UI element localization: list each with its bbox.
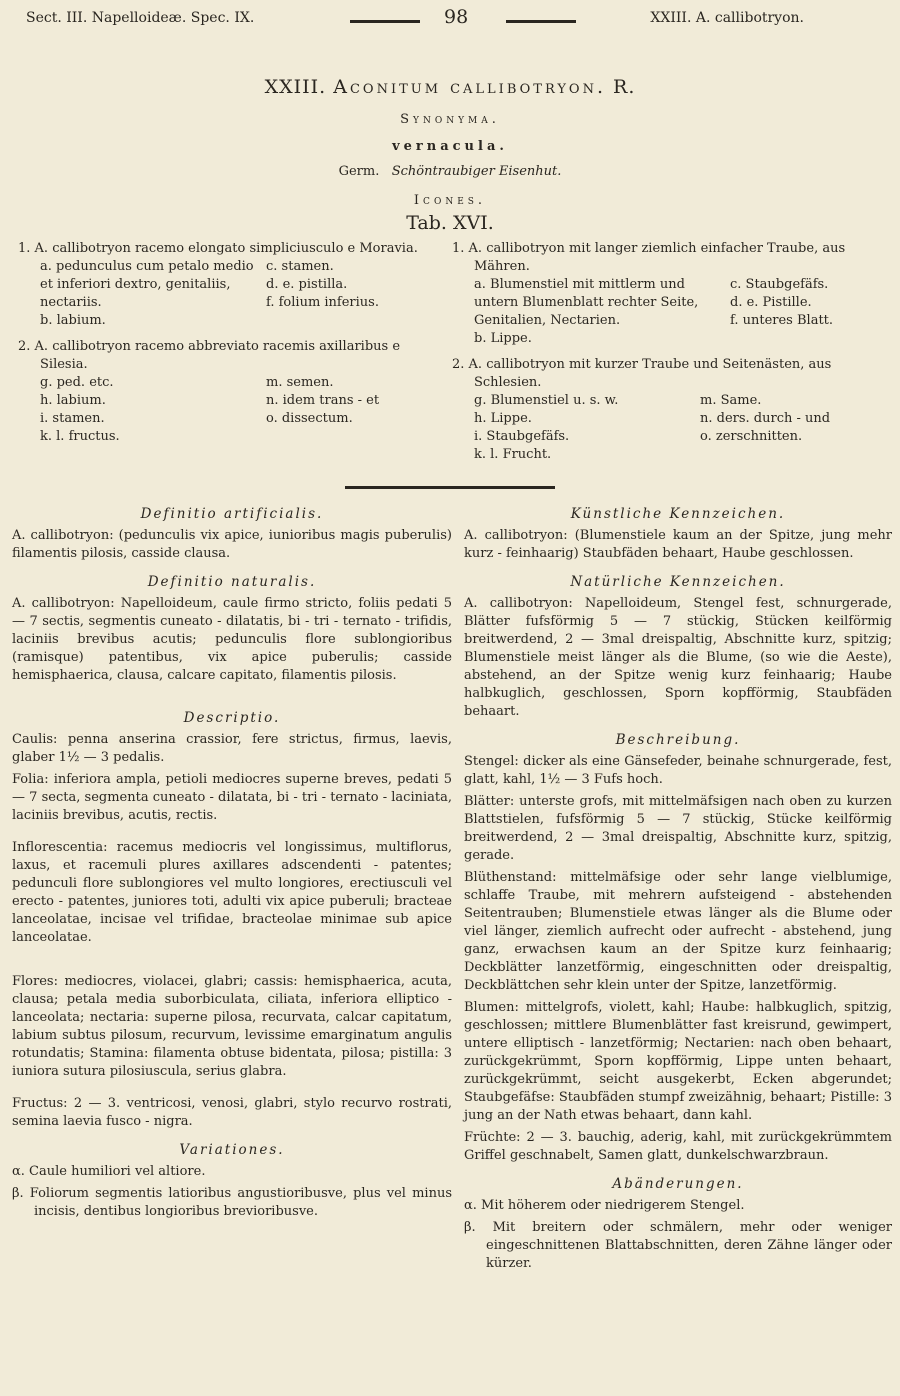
plate2-i-de: i. Staubgefäfs. <box>474 429 570 444</box>
plate-legend-german <box>452 240 892 464</box>
header-right: XXIII. A. callibotryon. <box>650 10 804 26</box>
plate2-g: g. ped. etc. <box>40 375 114 390</box>
german-desc-heading: Beschreibung. <box>615 732 741 748</box>
german-def-art: A. callibotryon: (Blumenstiele kaum an der Spitze, jung mehr kurz - feinhaarig) Staubfäden behaart, Haube geschlossen. <box>464 528 892 561</box>
synonyma-heading: Synonyma. <box>400 112 500 127</box>
german-column <box>464 495 892 1277</box>
plate-heading: Tab. XVI. <box>406 212 494 234</box>
spacer <box>12 1085 452 1095</box>
title-author: R. <box>613 76 636 98</box>
plate1-title-de: 1. A. callibotryon mit langer ziemlich einfacher Traube, aus Mähren. <box>452 241 846 274</box>
header-left: Sect. III. Napelloideæ. Spec. IX. <box>26 10 255 26</box>
plate2-k-de: k. l. Frucht. <box>474 447 552 462</box>
plate2-left-de <box>474 392 700 464</box>
plate2-g-de: g. Blumenstiel u. s. w. <box>474 393 619 408</box>
latin-column <box>8 495 452 1277</box>
plate1-d-de: d. e. Pistille. <box>730 295 812 310</box>
title-number: XXIII. <box>264 76 327 98</box>
plate2-title-de: 2. A. callibotryon mit kurzer Traube und Seitenästen, aus Schlesien. <box>452 357 832 390</box>
german-fruechte: Früchte: 2 — 3. bauchig, aderig, kahl, mit zurückgekrümmtem Griffel geschnabelt, Samen glatt, dunkelschwarzbraun. <box>464 1130 892 1163</box>
latin-def-art: A. callibotryon: (pedunculis vix apice, iunioribus magis puberulis) filamentis pilosis, casside clausa. <box>12 528 452 561</box>
plate2-grid-de <box>452 392 892 464</box>
latin-caulis: Caulis: penna anserina crassior, fere strictus, firmus, laevis, glaber 1½ — 3 pedalis. <box>12 732 452 765</box>
plate1-f: f. folium inferius. <box>266 295 379 310</box>
latin-folia: Folia: inferiora ampla, petioli mediocres superne breves, pedati 5 — 7 secta, segmenta cuneato - dilatata, bi - tri - ternato - laciniata, laciniis brevibus, acutis, rectis. <box>12 772 452 823</box>
latin-fructus: Fructus: 2 — 3. ventricosi, venosi, glabri, stylo recurvo rostrati, semina laevia fusco - nigra. <box>12 1096 452 1129</box>
plate2-right <box>266 374 450 446</box>
latin-def-nat-heading: Definitio naturalis. <box>147 574 317 590</box>
plate1-right <box>266 258 450 312</box>
germ-label: Germ. <box>338 164 380 179</box>
description-columns <box>8 495 892 1277</box>
plate1-f-de: f. unteres Blatt. <box>730 313 834 328</box>
plate1-grid <box>18 258 450 312</box>
vernacula-heading: vernacula. <box>392 139 508 154</box>
plate-legend-latin <box>8 240 450 464</box>
spacer <box>12 689 452 699</box>
title-name: Aconitum callibotryon. <box>333 76 606 98</box>
plate2-o-de: o. zerschnitten. <box>700 429 803 444</box>
plate1-a: a. pedunculus cum petalo medio et inferiori dextro, genitaliis, nectariis. <box>40 259 254 310</box>
german-var-a: α. Mit höherem oder niedrigerem Stengel. <box>464 1198 745 1213</box>
plate2-left <box>40 374 266 446</box>
german-blaetter: Blätter: unterste grofs, mit mittelmäfsigen nach oben zu kurzen Blattstielen, fufsförmig 5 — 7 stückig, Stücke keilförmig breitwerdend, 2 — 3mal dreispaltig, Abschnitte kurz, spitzig, gerade. <box>464 794 892 863</box>
german-name <box>8 164 892 179</box>
latin-def-nat: A. callibotryon: Napelloideum, caule firmo stricto, foliis pedati 5 — 7 sectis, segmentis cuneato - dilatatis, bi - tri - ternato - trifidis, laciniis brevibus acutis; pedunculis flore sublongioribus (ramisque) patentibus, vix apice puberulis; casside hemisphaerica, clausa, calcare capitato, filamentis pilosis. <box>12 596 452 683</box>
section-divider <box>345 486 555 489</box>
latin-flores: Flores: mediocres, violacei, glabri; cassis: hemisphaerica, acuta, clausa; petala media suborbiculata, ciliata, inferiora elliptico - lanceolata; nectaria: superne pilosa, recurvata, calcar capitatum, labium subtus pilosum, recurvum, levissime emarginatum angulis rotundatis; Stamina: filamenta obtuse bidentata, pilosa; pistilla: 3 iuniora sutura pilosiuscula, serius glabra. <box>12 974 452 1079</box>
icones-heading: Icones. <box>413 193 487 208</box>
latin-desc-heading: Descriptio. <box>183 710 281 726</box>
latin-def-art-heading: Definitio artificialis. <box>140 506 324 522</box>
plate2-k: k. l. fructus. <box>40 429 120 444</box>
plate2-n: n. idem trans - et <box>266 393 380 408</box>
plate1-d: d. e. pistilla. <box>266 277 348 292</box>
plate1-a-de: a. Blumenstiel mit mittlerm und untern Blumenblatt rechter Seite, Genitalien, Nectarien. <box>474 277 699 328</box>
plate1-title: 1. A. callibotryon racemo elongato simpliciusculo e Moravia. <box>18 241 418 256</box>
plate2-o: o. dissectum. <box>266 411 353 426</box>
german-blumen: Blumen: mittelgrofs, violett, kahl; Haube: halbkuglich, spitzig, geschlossen; mittlere Blumenblätter fast kreisrund, gewimpert, untere elliptisch - lanzetförmig; Nectarien: nach oben behaart, zurückgekrümmt, Sporn kopfförmig, Lippe unten behaart, zurückgekrümmt, seicht ausgekerbt, Ecken abgerundet; Staubgefäfse: Staubfäden stumpf zweizähnig, behaart; Pistille: 3 jung an der Nath etwas behaart, dann kahl. <box>464 1000 892 1123</box>
spacer <box>12 829 452 839</box>
species-title <box>8 76 892 98</box>
plate1-b: b. labium. <box>40 313 106 328</box>
page-number: 98 <box>444 6 469 28</box>
plate1-c-de: c. Staubgefäfs. <box>730 277 829 292</box>
spacer <box>12 951 452 973</box>
running-header <box>8 6 892 34</box>
latin-var-heading: Variationes. <box>179 1142 285 1158</box>
german-stengel: Stengel: dicker als eine Gänsefeder, beinahe schnurgerade, fest, glatt, kahl, 1½ — 3 Fufs hoch. <box>464 754 892 787</box>
plate1-b-de: b. Lippe. <box>474 331 532 346</box>
plate2-m: m. semen. <box>266 375 334 390</box>
german-def-art-heading: Künstliche Kennzeichen. <box>570 506 786 522</box>
plate2-m-de: m. Same. <box>700 393 762 408</box>
german-def-nat: A. callibotryon: Napelloideum, Stengel fest, schnurgerade, Blätter fufsförmig 5 — 7 stückig, Stücken keilförmig breitwerdend, 2 — 3mal dreispaltig, Abschnitte kurz, spitzig; Blumenstiele meist länger als die Blume, (so wie die Aeste), abstehend, an der Spitze wenig kurz feinhaarig; Haube halbkuglich, geschlossen, Sporn kopfförmig, Staubfäden behaart. <box>464 596 892 719</box>
plate-legends <box>8 240 892 464</box>
latin-var-b: β. Foliorum segmentis latioribus angustioribusve, plus vel minus incisis, dentibus longioribus brevioribusve. <box>12 1186 452 1219</box>
plate2-grid <box>18 374 450 446</box>
german-bluethenstand: Blüthenstand: mittelmäfsige oder sehr lange vielblumige, schlaffe Traube, mit mehrern aufsteigend - abstehenden Seitentrauben; Blumenstiele etwas länger als die Blume oder viel länger, ziemlich aufrecht oder aufrecht - abstehend, jung ganz, erwachsen kaum an der Spitze kurz feinhaarig; Deckblätter lanzetförmig, eingeschnitten oder dreispaltig, Deckblättchen sehr klein unter der Spitze, lanzetförmig. <box>464 870 892 993</box>
plate1-c: c. stamen. <box>266 259 334 274</box>
plate2-right-de <box>700 392 892 464</box>
header-rule-right <box>506 20 576 23</box>
plate2-title: 2. A. callibotryon racemo abbreviato racemis axillaribus e Silesia. <box>18 339 401 372</box>
german-var-heading: Abänderungen. <box>612 1176 744 1192</box>
german-def-nat-heading: Natürliche Kennzeichen. <box>570 574 786 590</box>
plate2-h: h. labium. <box>40 393 106 408</box>
plate1-grid-de <box>452 276 892 330</box>
latin-inflorescentia: Inflorescentia: racemus mediocris vel longissimus, multiflorus, laxus, et racemuli plures axillares adscendenti - patentes; pedunculi flore sublongiores vel multo longiores, erectiusculi vel erecto - patentes, juniores toti, adulti vix apice puberuli; bracteae lanceolatae, incisae vel trifidae, bracteolae minimae sub apice lanceolatae. <box>12 840 452 945</box>
latin-var-a: α. Caule humiliori vel altiore. <box>12 1164 206 1179</box>
germ-name: Schöntraubiger Eisenhut. <box>391 164 562 179</box>
plate2-n-de: n. ders. durch - und <box>700 411 831 426</box>
plate2-i: i. stamen. <box>40 411 105 426</box>
german-var-b: β. Mit breitern oder schmälern, mehr oder weniger eingeschnittenen Blattabschnitten, deren Zähne länger oder kürzer. <box>464 1220 892 1271</box>
header-rule-left <box>350 20 420 23</box>
plate1-right-de <box>714 276 892 330</box>
plate2-h-de: h. Lippe. <box>474 411 532 426</box>
